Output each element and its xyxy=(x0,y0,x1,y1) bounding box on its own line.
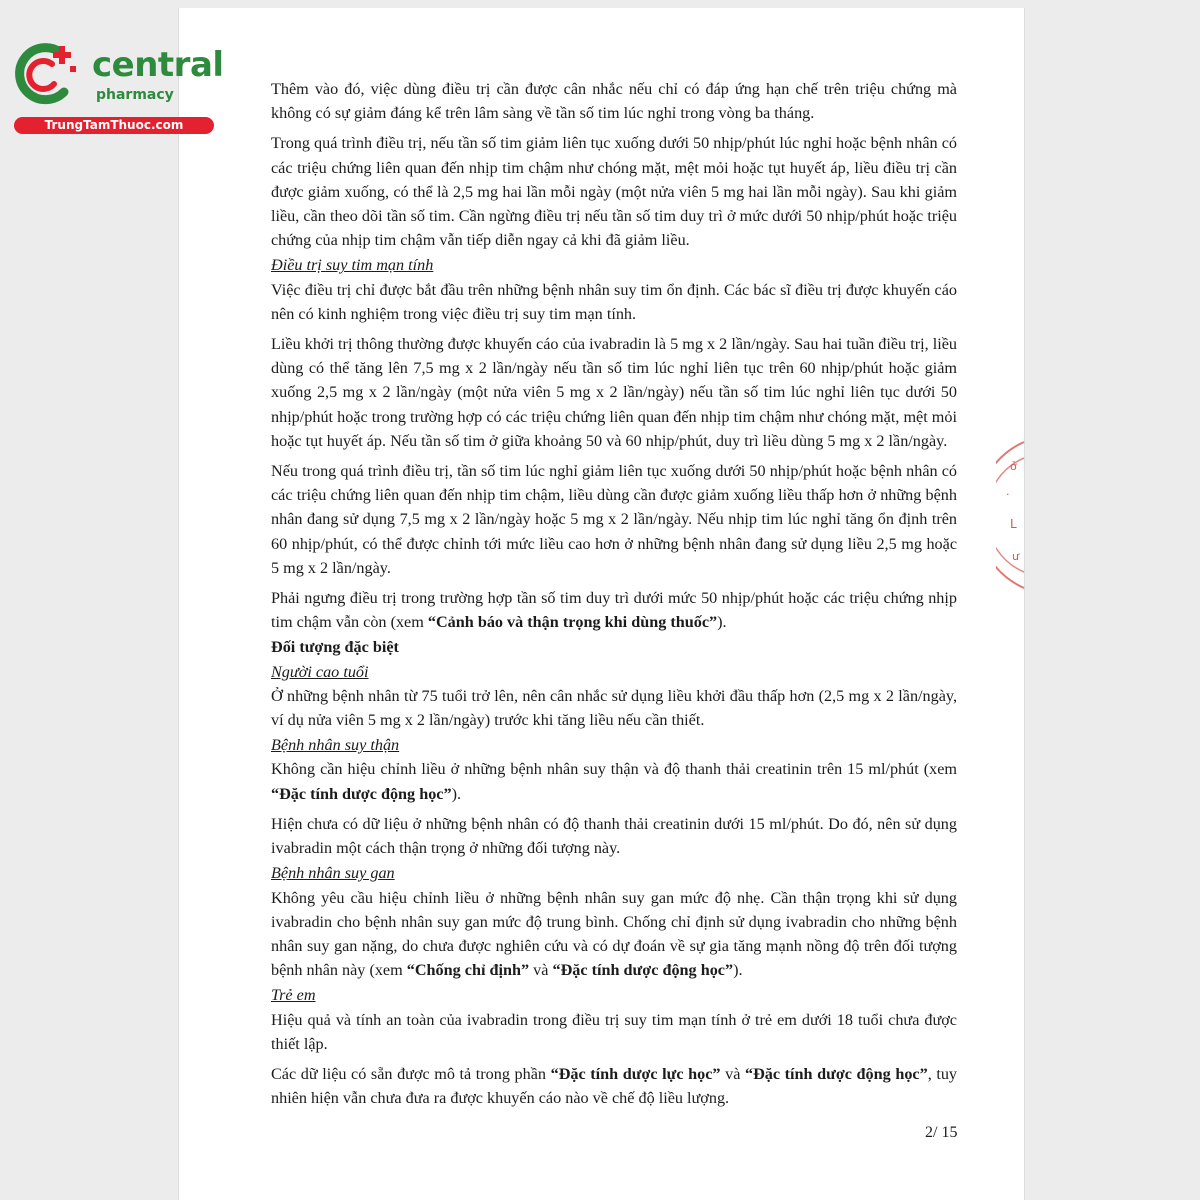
paragraph-hepatic: Không yêu cầu hiệu chỉnh liều ở những bệnh nhân suy gan mức độ nhẹ. Cần thận trọng khi sử dụng ivabradin cho bệnh nhân suy gan mức độ trung bình. Chống chỉ định sử dụng ivabradin cho những bệnh nhân suy gan nặng, do chưa được nghiên cứu và có dự đoán về sự gia tăng mạnh nồng độ trên đối tượng bệnh nhân này (xem “Chống chỉ định” và “Đặc tính dược động học”). xyxy=(271,888,957,980)
reference-pharmacokinetics: “Đặc tính dược động học” xyxy=(271,784,452,803)
svg-text:L: L xyxy=(1010,517,1017,531)
heading-special-populations: Đối tượng đặc biệt xyxy=(271,638,399,657)
reference-pharmacodynamics: “Đặc tính dược lực học” xyxy=(550,1064,721,1083)
pharmacy-logo-icon xyxy=(12,40,82,110)
paragraph-dose-reduction: Trong quá trình điều trị, nếu tần số tim giảm liên tục xuống dưới 50 nhịp/phút lúc nghỉ hoặc bệnh nhân có các triệu chứng liên quan đến nhịp tim chậm như chóng mặt, mệt mỏi hoặc tụt huyết áp, liều điều trị cần được giảm xuống, có thể là 2,5 mg hai lần mỗi ngày (một nửa viên 5 mg hai lần mỗi ngày). Sau khi giảm liều, cần theo dõi tần số tim. Cần ngừng điều trị nếu tần số tim duy trì ở mức dưới 50 nhịp/phút hoặc triệu chứng của nhịp tim chậm vẫn tiếp diễn ngay cả khi đã giảm liều. xyxy=(271,134,957,250)
paragraph-elderly: Ở những bệnh nhân từ 75 tuổi trở lên, nên cân nhắc sử dụng liều khởi đầu thấp hơn (2,5 mg x 2 lần/ngày, ví dụ nửa viên 5 mg x 2 lần/ngày) trước khi tăng liều nếu cần thiết. xyxy=(271,686,957,730)
page-number: 2/ 15 xyxy=(925,1124,958,1141)
subheading-children: Trẻ em xyxy=(271,986,316,1005)
subheading-chronic-heart-failure: Điều trị suy tim mạn tính xyxy=(271,256,434,275)
svg-text:ư: ư xyxy=(1012,550,1019,563)
central-pharmacy-logo xyxy=(8,40,224,140)
paragraph-available-data: Các dữ liệu có sẵn được mô tả trong phần “Đặc tính dược lực học” và “Đặc tính dược động học”, tuy nhiên hiện vẫn chưa đưa ra được khuyến cáo nào về chế độ liều lượng. xyxy=(271,1064,958,1108)
brand-name: central xyxy=(92,45,224,85)
paragraph-starting-dose: Liều khởi trị thông thường được khuyến cáo của ivabradin là 5 mg x 2 lần/ngày. Sau hai tuần điều trị, liều dùng có thể tăng lên 7,5 mg x 2 lần/ngày nếu tần số tim lúc nghỉ liên tục trên 60 nhịp/phút hoặc giảm xuống 2,5 mg x 2 lần/ngày (một nửa viên 5 mg x 2 lần/ngày) nếu tần số tim lúc nghỉ liên tục dưới 50 nhịp/phút hoặc trong trường hợp có các triệu chứng liên quan đến nhịp tim chậm như chóng mặt, mệt mỏi hoặc tụt huyết áp. Nếu tần số tim ở giữa khoảng 50 và 60 nhịp/phút, duy trì liều dùng 5 mg x 2 lần/ngày. xyxy=(271,335,957,450)
reference-contraindications: “Chống chỉ định” xyxy=(406,961,530,980)
reference-pharmacokinetics-2: “Đặc tính dược động học” xyxy=(552,961,734,980)
document-body xyxy=(271,77,957,1111)
subheading-elderly: Người cao tuổi xyxy=(271,662,369,681)
svg-text:.: . xyxy=(1006,485,1010,498)
paragraph-renal: Không cần hiệu chỉnh liều ở những bệnh nhân suy thận và độ thanh thải creatinin trên 15 ml/phút (xem “Đặc tính dược động học”). xyxy=(271,760,957,803)
paragraph-stable-patients: Việc điều trị chỉ được bắt đầu trên những bệnh nhân suy tim ổn định. Các bác sĩ điều trị được khuyến cáo nên có kinh nghiệm trong việc điều trị suy tim mạn tính. xyxy=(271,280,957,323)
reference-warnings: “Cảnh báo và thận trọng khi dùng thuốc” xyxy=(427,613,718,632)
paragraph-renal-nodata: Hiện chưa có dữ liệu ở những bệnh nhân có độ thanh thải creatinin dưới 15 ml/phút. Do đó, nên sử dụng ivabradin một cách thận trọng ở những đối tượng này. xyxy=(271,814,957,858)
paragraph-dose-adjustment: Nếu trong quá trình điều trị, tần số tim lúc nghỉ giảm liên tục xuống dưới 50 nhịp/phút hoặc bệnh nhân có các triệu chứng liên quan đến nhịp tim chậm, liều dùng cần được giảm xuống liều thấp hơn ở những bệnh nhân đang sử dụng 7,5 mg x 2 lần/ngày hoặc 5 mg x 2 lần/ngày. Nếu nhịp tim lúc nghỉ tăng ổn định trên 60 nhịp/phút, có thể được chỉnh tới mức liều cao hơn ở những bệnh nhân đang sử dụng liều 2,5 mg hoặc 5 mg x 2 lần/ngày. xyxy=(271,462,957,577)
svg-text:ở: ở xyxy=(1010,460,1017,473)
subheading-renal: Bệnh nhân suy thận xyxy=(271,736,400,755)
paragraph-intro: Thêm vào đó, việc dùng điều trị cần được cân nhắc nếu chỉ có đáp ứng hạn chế trên triệu chứng mà không có sự giảm đáng kể trên lâm sàng về tần số tim lúc nghỉ trong vòng ba tháng. xyxy=(271,80,957,123)
red-stamp-icon xyxy=(996,440,1026,590)
paragraph-children: Hiệu quả và tính an toàn của ivabradin trong điều trị suy tim mạn tính ở trẻ em dưới 18 tuổi chưa được thiết lập. xyxy=(271,1010,957,1053)
website-badge: TrungTamThuoc.com xyxy=(14,117,214,134)
brand-subtitle: pharmacy xyxy=(96,87,174,103)
subheading-hepatic: Bệnh nhân suy gan xyxy=(271,864,395,883)
paragraph-stop-treatment: Phải ngưng điều trị trong trường hợp tần số tim duy trì dưới mức 50 nhịp/phút hoặc các triệu chứng nhịp tim chậm vẫn còn (xem “Cảnh báo và thận trọng khi dùng thuốc”). xyxy=(271,589,957,632)
reference-pharmacokinetics-3: “Đặc tính dược động học” xyxy=(744,1064,928,1083)
